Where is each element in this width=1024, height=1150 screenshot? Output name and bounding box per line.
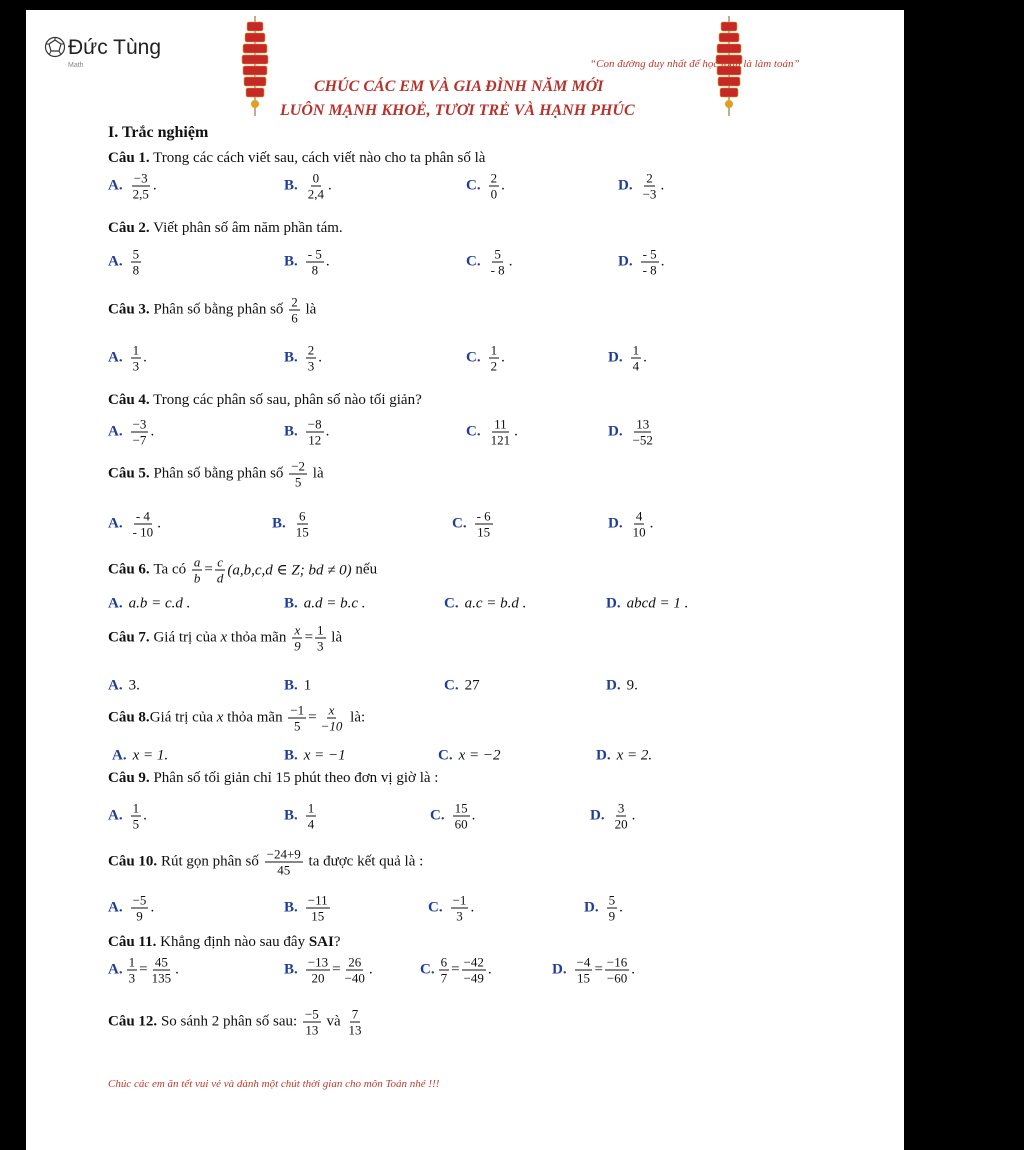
fraction bbox=[265, 847, 303, 878]
denominator: 2 bbox=[490, 358, 498, 374]
q11-option-a[interactable]: A. $\frac{1}{3}$ = $\frac{45}{135}$ . bbox=[108, 954, 179, 986]
denominator: 0 bbox=[490, 186, 498, 202]
fraction bbox=[489, 247, 507, 278]
numerator: c bbox=[217, 554, 223, 570]
numerator: 1 bbox=[307, 800, 315, 816]
q8-option-a[interactable]: A. x = 1. bbox=[112, 747, 169, 764]
numerator: 2 bbox=[490, 170, 498, 186]
fraction bbox=[489, 343, 500, 374]
q10-option-b[interactable] bbox=[284, 893, 332, 924]
option-letter: A. bbox=[108, 177, 123, 194]
q2-option-d[interactable]: D. $\frac{- 5}{- 8}$ . bbox=[618, 246, 665, 278]
fraction bbox=[289, 295, 300, 326]
numerator: 13 bbox=[636, 416, 650, 432]
option-letter: A. bbox=[108, 515, 123, 532]
denominator: 3 bbox=[128, 970, 136, 986]
q7-option-c[interactable]: C. 27 bbox=[444, 677, 480, 694]
numerator: −1 bbox=[452, 892, 467, 908]
denominator: d bbox=[216, 570, 224, 586]
numerator: 2 bbox=[307, 342, 315, 358]
option-letter: B. bbox=[284, 961, 298, 978]
q8-option-d[interactable]: D. x = 2. bbox=[596, 747, 653, 764]
denominator: 9 bbox=[136, 908, 143, 924]
greeting-title-line1: CHÚC CÁC EM VÀ GIA ĐÌNH NĂM MỚI bbox=[314, 78, 604, 95]
denominator: 4 bbox=[632, 358, 640, 374]
option-letter: D. bbox=[552, 961, 567, 978]
fraction bbox=[451, 893, 469, 924]
question-5: Câu 5. Phân số bằng phân số $\frac{-2}{5}$ là bbox=[108, 458, 324, 490]
numerator: −2 bbox=[291, 458, 306, 474]
option-letter: C. bbox=[428, 899, 443, 916]
q1-option-d[interactable]: D. $\frac{2}{-3}$ . bbox=[618, 170, 665, 202]
fraction bbox=[607, 893, 618, 924]
q4-option-b[interactable]: B. $\frac{-8}{12}$ . bbox=[284, 416, 330, 448]
numerator: - 4 bbox=[135, 508, 150, 524]
q6-option-c[interactable]: C. a.c = b.d . bbox=[444, 595, 527, 612]
question-10: Câu 10. Rút gọn phân số $\frac{-24+9}{45}$ ta được kết quả là : bbox=[108, 846, 424, 878]
fraction bbox=[127, 955, 138, 986]
numerator: 1 bbox=[132, 342, 140, 358]
question-1: Câu 1. Trong các cách viết sau, cách viết nào cho ta phân số là bbox=[108, 150, 486, 166]
numerator: - 6 bbox=[476, 508, 491, 524]
numerator: 1 bbox=[317, 622, 324, 638]
numerator: - 5 bbox=[307, 246, 322, 262]
denominator: 12 bbox=[308, 432, 322, 448]
numerator: −5 bbox=[304, 1006, 319, 1022]
q5-option-c[interactable] bbox=[452, 509, 495, 540]
option-letter: B. bbox=[284, 253, 298, 270]
fraction bbox=[131, 343, 142, 374]
numerator: 5 bbox=[132, 246, 140, 262]
question-6: Câu 6. Ta có $\frac{a}{b}$ = $\frac{c}{d}$ (a,b,c,d ∈ Z; bd ≠ 0) nếu bbox=[108, 554, 378, 586]
option-letter: C. bbox=[466, 177, 481, 194]
q2-option-b[interactable]: B. $\frac{- 5}{8}$ . bbox=[284, 246, 330, 278]
option-letter: C. bbox=[466, 349, 481, 366]
numerator: 1 bbox=[128, 954, 136, 970]
fraction bbox=[489, 171, 500, 202]
numerator: 26 bbox=[348, 954, 362, 970]
q3-option-d[interactable]: D. $\frac{1}{4}$ . bbox=[608, 342, 647, 374]
q9-option-c[interactable]: C. $\frac{15}{60}$ . bbox=[430, 800, 476, 832]
q5-option-a[interactable]: A. $\frac{- 4}{- 10}$ . bbox=[108, 508, 161, 540]
numerator: 2 bbox=[646, 170, 653, 186]
fraction bbox=[303, 1007, 321, 1038]
option-letter: C. bbox=[444, 677, 459, 694]
fraction bbox=[192, 555, 203, 586]
option-letter: B. bbox=[284, 807, 298, 824]
numerator: 6 bbox=[440, 954, 448, 970]
q2-option-c[interactable]: C. $\frac{5}{- 8}$ . bbox=[466, 246, 513, 278]
option-letter: D. bbox=[608, 349, 623, 366]
denominator: 8 bbox=[132, 262, 140, 278]
numerator: 1 bbox=[132, 800, 140, 816]
denominator: −49 bbox=[463, 970, 484, 986]
q7-option-a[interactable]: A. 3. bbox=[108, 677, 140, 694]
option-letter: D. bbox=[608, 515, 623, 532]
numerator: 1 bbox=[632, 342, 640, 358]
denominator: 45 bbox=[277, 862, 291, 878]
numerator: 3 bbox=[617, 800, 625, 816]
brand-name: Đức Tùng bbox=[68, 36, 162, 59]
numerator: a bbox=[193, 554, 201, 570]
fraction bbox=[150, 955, 174, 986]
fraction bbox=[292, 623, 303, 654]
numerator: −3 bbox=[132, 416, 147, 432]
fraction bbox=[306, 171, 326, 202]
denominator: - 8 bbox=[642, 262, 657, 278]
question-8: Câu 8. Giá trị của x thỏa mãn $\frac{-1}{5}$ = $\frac{x}{-10}$ là: bbox=[108, 702, 366, 734]
option-letter: B. bbox=[284, 677, 298, 694]
option-letter: D. bbox=[608, 423, 623, 440]
denominator: 3 bbox=[456, 908, 463, 924]
numerator: 7 bbox=[351, 1006, 359, 1022]
numerator: −13 bbox=[307, 954, 329, 970]
numerator: 0 bbox=[312, 170, 320, 186]
option-letter: C. bbox=[420, 961, 435, 978]
denominator: −3 bbox=[642, 186, 657, 202]
numerator: 5 bbox=[494, 246, 501, 262]
denominator: 15 bbox=[577, 970, 591, 986]
denominator: 3 bbox=[317, 638, 324, 654]
fraction bbox=[289, 459, 307, 490]
fraction bbox=[575, 955, 593, 986]
option-letter: A. bbox=[112, 747, 127, 764]
q8-option-b[interactable]: B. x = −1 bbox=[284, 747, 346, 764]
brand-logo bbox=[44, 36, 161, 60]
fraction bbox=[131, 893, 149, 924]
question-2: Câu 2. Viết phân số âm năm phần tám. bbox=[108, 220, 343, 236]
denominator: −40 bbox=[344, 970, 365, 986]
q1-option-c[interactable]: C. $\frac{2}{0}$ . bbox=[466, 170, 505, 202]
numerator: x bbox=[328, 702, 335, 718]
denominator: 9 bbox=[608, 908, 616, 924]
q11-option-c[interactable]: C. $\frac{6}{7}$ = $\frac{-42}{-49}$ . bbox=[420, 954, 492, 986]
numerator: x bbox=[294, 622, 301, 638]
q9-option-a[interactable]: A. $\frac{1}{5}$ . bbox=[108, 800, 147, 832]
fraction bbox=[306, 955, 330, 986]
numerator: −1 bbox=[290, 702, 305, 718]
denominator: 3 bbox=[307, 358, 315, 374]
fraction bbox=[131, 171, 151, 202]
numerator: 4 bbox=[635, 508, 643, 524]
question-9: Câu 9. Phân số tối giản chỉ 15 phút theo đơn vị giờ là : bbox=[108, 770, 439, 786]
q1-option-a[interactable]: A. $\frac{-3}{2,5}$ . bbox=[108, 170, 157, 202]
fraction bbox=[641, 247, 659, 278]
denominator: 2,5 bbox=[132, 186, 149, 202]
denominator: 9 bbox=[294, 638, 301, 654]
denominator: - 10 bbox=[132, 524, 154, 540]
numerator: −42 bbox=[463, 954, 484, 970]
numerator: 45 bbox=[154, 954, 168, 970]
option-letter: D. bbox=[584, 899, 599, 916]
option-letter: C. bbox=[430, 807, 445, 824]
q10-option-d[interactable]: D. $\frac{5}{9}$ . bbox=[584, 892, 623, 924]
option-letter: C. bbox=[438, 747, 453, 764]
q6-option-a[interactable]: A. a.b = c.d . bbox=[108, 595, 191, 612]
q8-option-c[interactable]: C. x = −2 bbox=[438, 747, 501, 764]
option-letter: D. bbox=[590, 807, 605, 824]
denominator: 5 bbox=[294, 718, 301, 734]
question-4: Câu 4. Trong các phân số sau, phân số nào tối giản? bbox=[108, 392, 422, 408]
denominator: 5 bbox=[132, 816, 140, 832]
section-heading: I. Trắc nghiệm bbox=[108, 124, 209, 141]
greeting-title-line2: LUÔN MẠNH KHOẺ, TƯƠI TRẺ VÀ HẠNH PHÚC bbox=[280, 102, 635, 119]
q2-option-a[interactable] bbox=[108, 247, 143, 278]
numerator: 6 bbox=[299, 508, 306, 524]
fraction bbox=[462, 955, 486, 986]
fraction bbox=[306, 417, 324, 448]
fraction bbox=[294, 509, 311, 540]
denominator: 15 bbox=[311, 908, 325, 924]
denominator: −60 bbox=[606, 970, 628, 986]
option-letter: C. bbox=[466, 253, 481, 270]
denominator: b bbox=[193, 570, 201, 586]
option-letter: B. bbox=[284, 349, 298, 366]
q6-option-d[interactable]: D. abcd = 1 . bbox=[606, 595, 689, 612]
fraction bbox=[343, 955, 367, 986]
fraction bbox=[453, 801, 470, 832]
numerator: 11 bbox=[494, 416, 507, 432]
fraction bbox=[131, 417, 149, 448]
denominator: 10 bbox=[632, 524, 646, 540]
option-letter: B. bbox=[284, 423, 298, 440]
q3-option-b[interactable]: B. $\frac{2}{3}$ . bbox=[284, 342, 323, 374]
option-letter: B. bbox=[284, 595, 298, 612]
denominator: 8 bbox=[311, 262, 319, 278]
q11-option-b[interactable]: B. $\frac{-13}{20}$ = $\frac{26}{-40}$ . bbox=[284, 954, 373, 986]
question-11: Câu 11. Khẳng định nào sau đây SAI? bbox=[108, 934, 341, 950]
fraction bbox=[315, 623, 326, 654]
option-letter: A. bbox=[108, 961, 123, 978]
q1-option-b[interactable]: B. $\frac{0}{2,4}$ . bbox=[284, 170, 332, 202]
numerator: 2 bbox=[291, 294, 298, 310]
option-letter: C. bbox=[466, 423, 481, 440]
option-letter: A. bbox=[108, 423, 123, 440]
question-3: Câu 3. Phân số bằng phân số $\frac{2}{6}$ là bbox=[108, 294, 317, 326]
numerator: −3 bbox=[133, 170, 148, 186]
numerator: −11 bbox=[307, 892, 328, 908]
option-letter: A. bbox=[108, 349, 123, 366]
numerator: −8 bbox=[307, 416, 322, 432]
q4-option-c[interactable]: C. $\frac{11}{121}$ . bbox=[466, 416, 518, 448]
footer-wish: Chúc các em ăn tết vui vẻ và dành một chút thời gian cho môn Toán nhé !!! bbox=[108, 1078, 440, 1090]
fraction bbox=[306, 343, 317, 374]
q10-option-a[interactable]: A. $\frac{-5}{9}$ . bbox=[108, 892, 155, 924]
q11-option-d[interactable]: D. $\frac{-4}{15}$ = $\frac{-16}{-60}$ . bbox=[552, 954, 635, 986]
option-letter: B. bbox=[284, 747, 298, 764]
option-letter: C. bbox=[444, 595, 459, 612]
denominator: 20 bbox=[311, 970, 325, 986]
question-12: Câu 12. So sánh 2 phân số sau: $\frac{-5}{13}$ và $\frac{7}{13}$ bbox=[108, 1006, 362, 1038]
q7-option-b[interactable]: B. 1 bbox=[284, 677, 312, 694]
q4-option-d[interactable] bbox=[608, 417, 657, 448]
numerator: −24+9 bbox=[266, 846, 301, 862]
fraction bbox=[346, 1007, 363, 1038]
option-letter: B. bbox=[272, 515, 286, 532]
fraction bbox=[131, 247, 142, 278]
fraction bbox=[605, 955, 629, 986]
fraction bbox=[319, 703, 345, 734]
denominator: - 8 bbox=[490, 262, 505, 278]
denominator: 135 bbox=[151, 970, 172, 986]
motto-text: “Con đường duy nhất để học toán là làm toán” bbox=[590, 58, 800, 70]
q10-option-c[interactable]: C. $\frac{-1}{3}$ . bbox=[428, 892, 475, 924]
option-letter: D. bbox=[596, 747, 611, 764]
option-letter: A. bbox=[108, 807, 123, 824]
polyhedron-icon bbox=[44, 36, 66, 58]
option-letter: A. bbox=[108, 677, 123, 694]
denominator: 15 bbox=[477, 524, 491, 540]
q9-option-b[interactable] bbox=[284, 801, 318, 832]
denominator: 3 bbox=[132, 358, 140, 374]
fraction bbox=[215, 555, 226, 586]
denominator: 2,4 bbox=[307, 186, 325, 202]
denominator: 20 bbox=[614, 816, 628, 832]
denominator: 13 bbox=[305, 1022, 319, 1038]
fraction bbox=[288, 703, 306, 734]
fraction bbox=[131, 801, 142, 832]
option-letter: D. bbox=[618, 177, 633, 194]
denominator: 15 bbox=[295, 524, 309, 540]
option-letter: C. bbox=[452, 515, 467, 532]
fraction bbox=[306, 801, 317, 832]
fraction bbox=[489, 417, 513, 448]
option-letter: D. bbox=[618, 253, 633, 270]
fraction bbox=[439, 955, 450, 986]
fraction bbox=[306, 893, 330, 924]
fraction bbox=[131, 509, 156, 540]
fraction bbox=[306, 247, 324, 278]
denominator: 4 bbox=[307, 816, 315, 832]
numerator: −5 bbox=[132, 892, 147, 908]
brand-subtitle: Math bbox=[68, 62, 84, 69]
denominator: 60 bbox=[454, 816, 468, 832]
denominator: −52 bbox=[632, 432, 653, 448]
q3-option-c[interactable]: C. $\frac{1}{2}$ . bbox=[466, 342, 505, 374]
q3-option-a[interactable]: A. $\frac{1}{3}$ . bbox=[108, 342, 147, 374]
fraction bbox=[613, 801, 630, 832]
option-letter: B. bbox=[284, 177, 298, 194]
fraction bbox=[631, 417, 655, 448]
denominator: 121 bbox=[490, 432, 511, 448]
option-letter: D. bbox=[606, 595, 621, 612]
fraction bbox=[475, 509, 493, 540]
numerator: 15 bbox=[454, 800, 468, 816]
q9-option-d[interactable]: D. $\frac{3}{20}$ . bbox=[590, 800, 636, 832]
denominator: 6 bbox=[291, 310, 298, 326]
option-letter: B. bbox=[284, 899, 298, 916]
denominator: −10 bbox=[320, 718, 343, 734]
q4-option-a[interactable]: A. $\frac{-3}{-7}$ . bbox=[108, 416, 155, 448]
fraction bbox=[631, 343, 642, 374]
numerator: −4 bbox=[576, 954, 591, 970]
option-letter: A. bbox=[108, 595, 123, 612]
q5-option-d[interactable]: D. $\frac{4}{10}$ . bbox=[608, 508, 654, 540]
denominator: 13 bbox=[348, 1022, 362, 1038]
numerator: 1 bbox=[490, 342, 498, 358]
firecracker-left-icon bbox=[234, 16, 276, 116]
denominator: 7 bbox=[440, 970, 448, 986]
fraction bbox=[641, 171, 659, 202]
denominator: −7 bbox=[132, 432, 147, 448]
option-letter: D. bbox=[606, 677, 621, 694]
fraction bbox=[631, 509, 648, 540]
option-letter: A. bbox=[108, 899, 123, 916]
q5-option-b[interactable] bbox=[272, 509, 313, 540]
q6-option-b[interactable]: B. a.d = b.c . bbox=[284, 595, 366, 612]
question-7: Câu 7. Giá trị của x thỏa mãn $\frac{x}{9}$ = $\frac{1}{3}$ là bbox=[108, 622, 343, 654]
option-letter: A. bbox=[108, 253, 123, 270]
numerator: −16 bbox=[606, 954, 628, 970]
numerator: 5 bbox=[608, 892, 616, 908]
numerator: - 5 bbox=[642, 246, 657, 262]
denominator: 5 bbox=[294, 474, 302, 490]
q7-option-d[interactable]: D. 9. bbox=[606, 677, 638, 694]
